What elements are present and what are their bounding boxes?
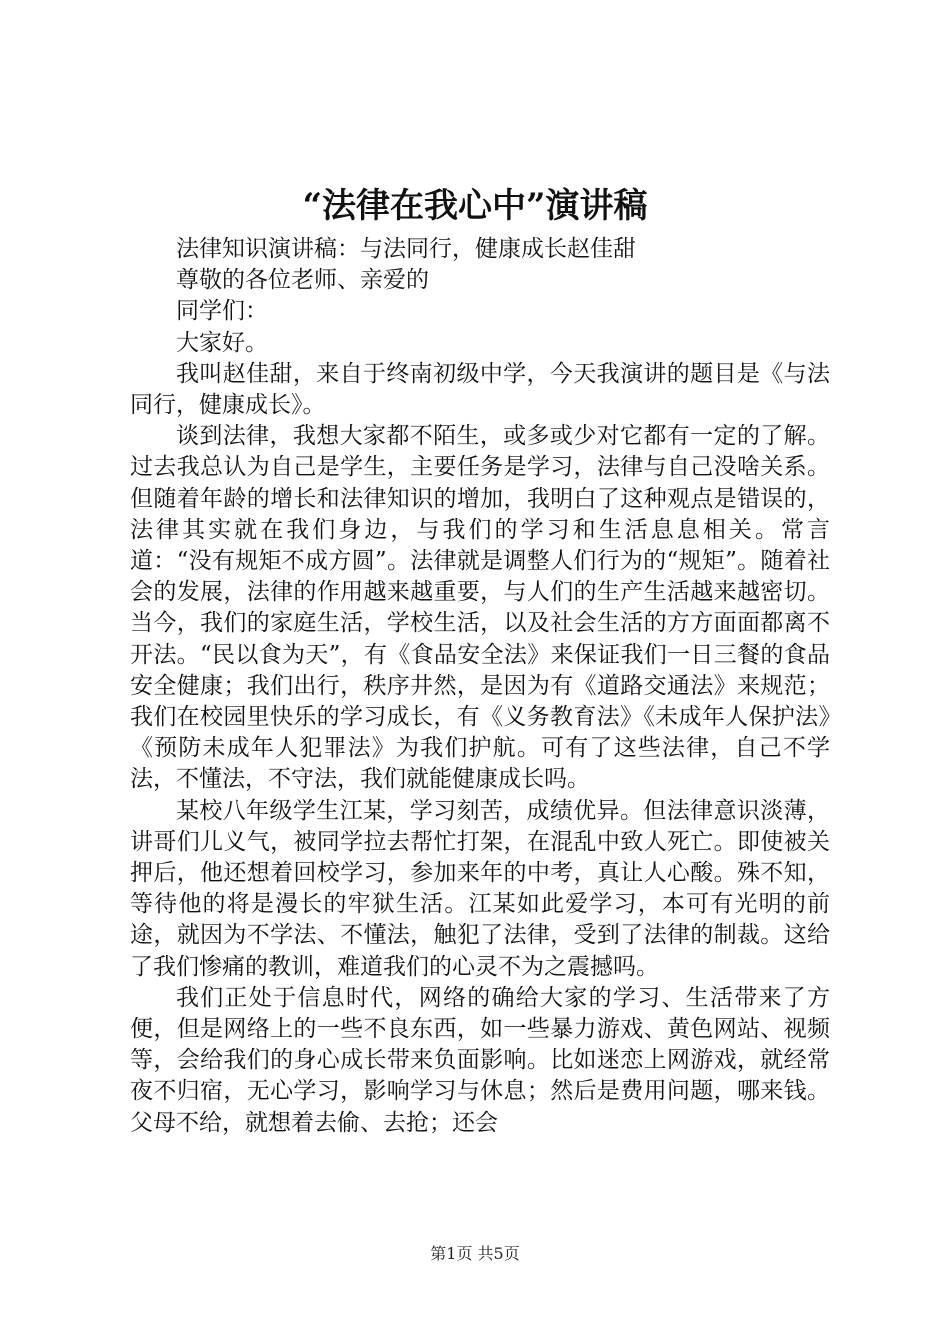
paragraph-salutation-cont: 同学们：: [176, 298, 268, 325]
paragraph-law-importance: 谈到法律，我想大家都不陌生，或多或少对它都有一定的了解。过去我总认为自己是学生，主要任务是学习，法律与自己没啥关系。但随着年龄的增长和法律知识的增加，我明白了这种观点是错误的，法律其实就在我们身边，与我们的学习和生活息息相关。常言道：“没有规矩不成方圆”。法律就是调整人们行为的“规矩”。随着社会的发展，法律的作用越来越重要，与人们的生产生活越来越密切。当今，我们的家庭生活，学校生活，以及社会生活的方方面面都离不开法。“民以食为天”，有《食品安全法》来保证我们一日三餐的食品安全健康；我们出行，秩序井然，是因为有《道路交通法》来规范；我们在校园里快乐的学习成长，有《义务教育法》《未成年人保护法》《预防未成年人犯罪法》为我们护航。可有了这些法律，自己不学法，不懂法，不守法，我们就能健康成长吗。: [130, 423, 830, 793]
paragraph-subtitle: 法律知识演讲稿：与法同行，健康成长赵佳甜: [176, 236, 636, 262]
paragraph-salutation: 尊敬的各位老师、亲爱的: [176, 267, 429, 294]
page-footer: 第1页 共5页: [430, 1244, 520, 1263]
paragraph-greeting: 大家好。: [176, 329, 268, 356]
document-title: “法律在我心中”演讲稿: [302, 186, 648, 226]
paragraph-intro: 我叫赵佳甜，来自于终南初级中学，今天我演讲的题目是《与法同行，健康成长》。: [130, 360, 830, 419]
paragraph-internet: 我们正处于信息时代，网络的确给大家的学习、生活带来了方便，但是网络上的一些不良东西，如一些暴力游戏、黄色网站、视频等，会给我们的身心成长带来负面影响。比如迷恋上网游戏，就经常夜不归宿，无心学习，影响学习与休息；然后是费用问题，哪来钱。父母不给，就想着去偷、去抢；还会: [130, 984, 830, 1136]
document-body: [130, 234, 830, 1139]
paragraph-case-example: 某校八年级学生江某，学习刻苦，成绩优异。但法律意识淡薄，讲哥们儿义气，被同学拉去帮忙打架，在混乱中致人死亡。即使被关押后，他还想着回校学习，参加来年的中考，真让人心酸。殊不知，等待他的将是漫长的牢狱生活。江某如此爱学习，本可有光明的前途，就因为不学法、不懂法，触犯了法律，受到了法律的制裁。这给了我们惨痛的教训，难道我们的心灵不为之震撼吗。: [130, 797, 830, 980]
